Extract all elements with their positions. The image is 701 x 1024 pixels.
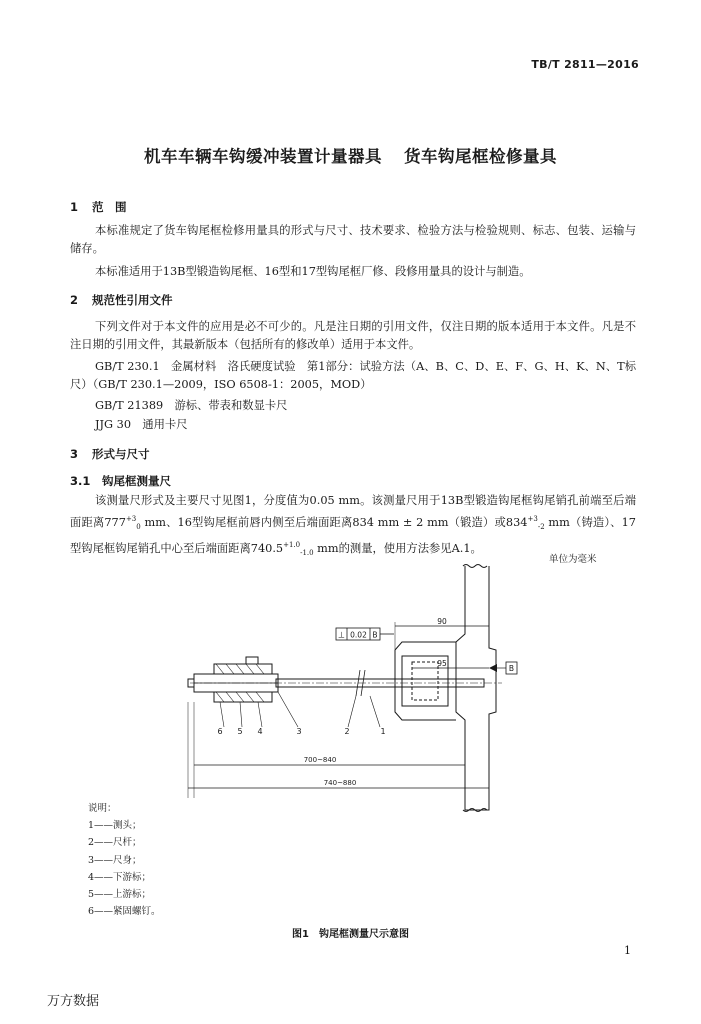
legend-item: 1——测头； (88, 820, 142, 832)
section-3-heading (70, 446, 150, 462)
dimension-700-840: 700~840 (303, 756, 337, 764)
tolerance-upper: +3 (125, 515, 137, 523)
datum-b-label: B (508, 664, 515, 673)
standard-number: TB/T 2811—2016 (531, 58, 639, 71)
front-lip (395, 642, 456, 720)
dimension-740-880: 740~880 (323, 779, 357, 787)
tolerance-lower: -2 (537, 523, 545, 532)
reference-jjg-30: JJG 30 通用卡尺 (95, 418, 188, 431)
section-1-paragraph-1: 本标准规定了货车钩尾框检修用量具的形式与尺寸、技术要求、检验方法与检验规则、标志、包装、运输与储存。 (70, 224, 636, 255)
callout-4: 4 (257, 727, 263, 736)
section-number: 1 (70, 200, 79, 214)
reference-gb-t-21389: GB/T 21389 游标、带表和数显卡尺 (95, 399, 288, 412)
text-run: mm（铸造）、17型钩尾框钩尾销孔中心至后端面距离740.5 (70, 515, 636, 555)
figure-legend (88, 800, 161, 920)
datum-letter: B (372, 630, 378, 640)
page-number: 1 (624, 944, 631, 957)
section-title: 形式与尺寸 (92, 447, 150, 461)
title-part-2: 货车钩尾框检修量具 (404, 147, 557, 166)
tolerance-lower: 0 (136, 523, 141, 532)
fastening-screw (246, 657, 258, 664)
legend-item: 4——下游标； (88, 871, 152, 883)
document-title (0, 143, 701, 167)
callout-1: 1 (380, 727, 386, 736)
callout-3: 3 (296, 727, 302, 736)
section-title: 规范性引用文件 (92, 293, 173, 307)
perpendicularity-symbol: ⊥ (338, 630, 345, 640)
tail-frame-outline (456, 566, 496, 810)
unit-label: 单位为毫米 (549, 554, 597, 565)
title-part-1: 机车车辆车钩缓冲装置计量器具 (144, 147, 382, 166)
section-1-paragraph-2: 本标准适用于13B型锻造钩尾框、16型和17型钩尾框厂修、段修用量具的设计与制造。 (95, 265, 531, 278)
section-title: 范 围 (92, 200, 127, 214)
tail-frame-break-left (463, 565, 487, 568)
tolerance-value: 0.02 (350, 630, 367, 640)
text-run: mm、16型钩尾框前唇内侧至后端面距离834 mm ± 2 mm（锻造）或834 (140, 515, 528, 529)
callout-5: 5 (237, 727, 243, 736)
dimension-95: 95 (437, 659, 447, 668)
section-number: 2 (70, 293, 79, 307)
legend-item: 3——尺身； (88, 854, 142, 866)
tolerance-upper: +3 (527, 515, 538, 523)
section-title: 钩尾框测量尺 (102, 474, 171, 488)
section-1-heading (70, 199, 127, 215)
callout-6: 6 (217, 727, 223, 736)
section-number: 3.1 (70, 474, 91, 488)
tolerance-upper: +1.0 (283, 541, 301, 550)
text-run: 该测量尺形式及主要尺寸见图1，分度值为0.05 mm。该测量尺用于13B型锻造钩尾框钩尾销孔前端至后端面距离777 (70, 494, 636, 529)
datum-triangle (489, 664, 497, 672)
section-number: 3 (70, 447, 79, 461)
legend-item: 5——上游标； (88, 889, 152, 901)
reference-gb-t-230-1: GB/T 230.1 金属材料 洛氏硬度试验 第1部分：试验方法（A、B、C、D、E、F、G、H、K、N、T标尺）（GB/T 230.1—2009，ISO 6508-1：2005，MOD） (70, 360, 636, 391)
figure-1-drawing (180, 562, 540, 820)
section-3-1-heading (70, 473, 171, 489)
tolerance-lower: -1.0 (300, 549, 314, 558)
dimension-90: 90 (437, 617, 447, 626)
figure-caption: 图1 钩尾框测量尺示意图 (292, 929, 409, 940)
section-2-paragraph: 下列文件对于本文件的应用是必不可少的。凡是注日期的引用文件，仅注日期的版本适用于本文件。凡是不注日期的引用文件，其最新版本（包括所有的修改单）适用于本文件。 (70, 320, 636, 351)
watermark-text: 万方数据 (47, 994, 100, 1009)
text-run: mm的测量，使用方法参见A.1。 (313, 541, 482, 555)
callout-2: 2 (344, 727, 350, 736)
legend-title: 说明： (88, 803, 117, 814)
legend-item: 6——紧固螺钉。 (88, 906, 161, 918)
legend-item: 2——尺杆； (88, 837, 142, 849)
section-2-heading (70, 292, 173, 308)
